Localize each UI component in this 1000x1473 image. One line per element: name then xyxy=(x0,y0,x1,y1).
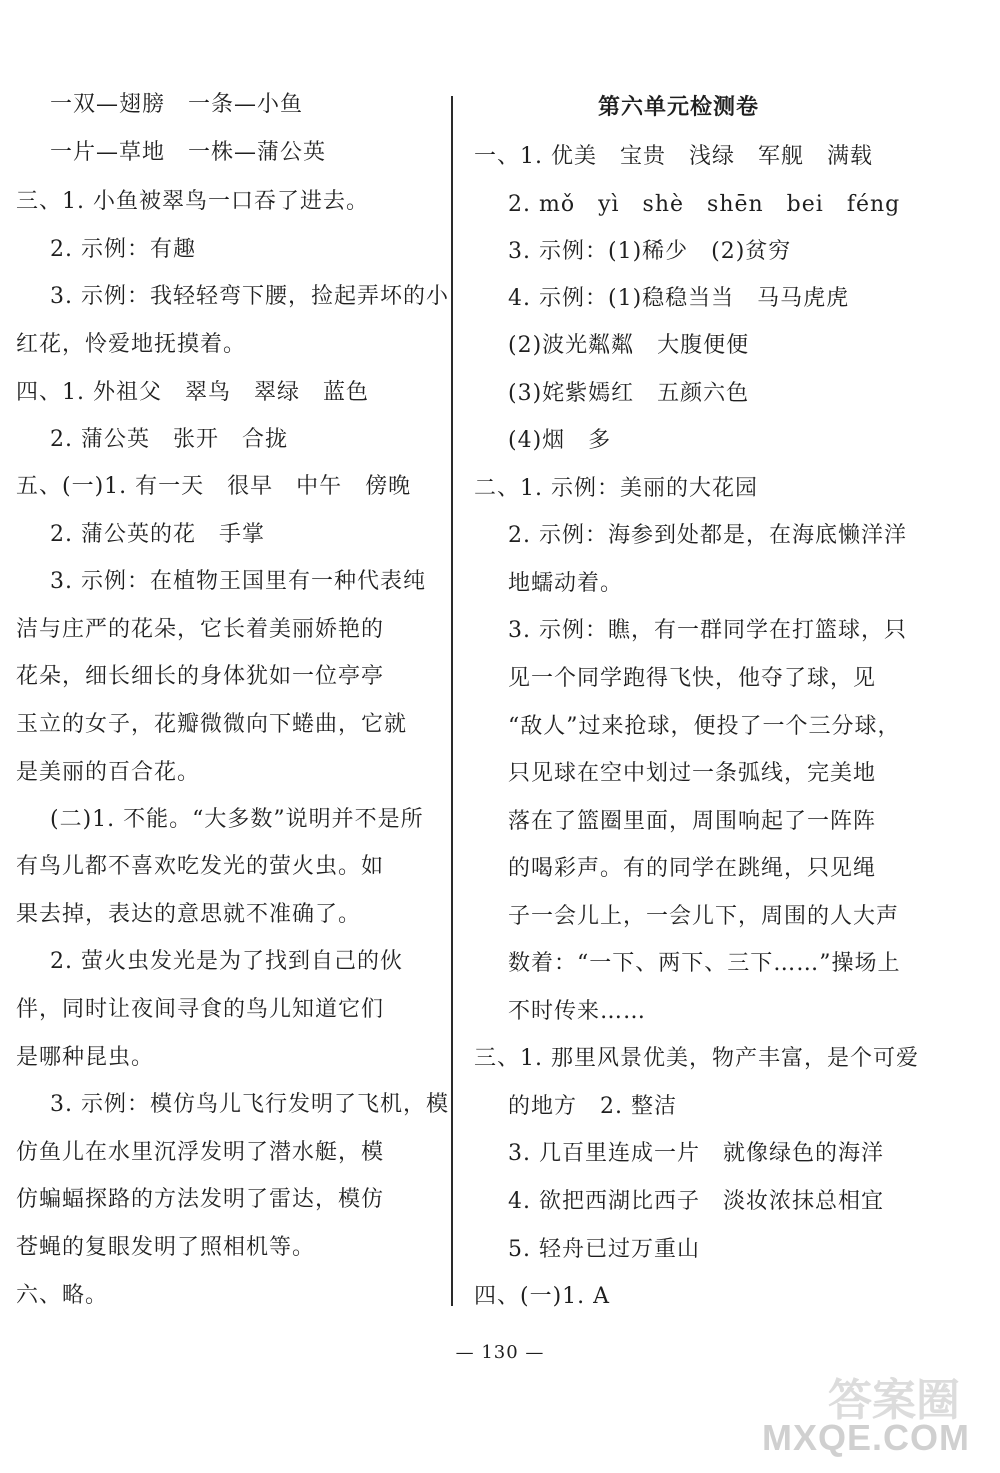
page-number: — 130 — xyxy=(455,1342,545,1363)
left-line: 五、(一)1. 有一天 很早 中午 傍晚 xyxy=(16,474,412,499)
left-line: 2. 蒲公英的花 手掌 xyxy=(50,522,265,547)
right-line: (2)波光粼粼 大腹便便 xyxy=(508,333,750,358)
left-line: 有鸟儿都不喜欢吃发光的萤火虫。如 xyxy=(16,854,385,879)
right-line: 3. 几百里连成一片 就像绿色的海洋 xyxy=(508,1141,884,1166)
right-line: 4. 欲把西湖比西子 淡妆浓抹总相宜 xyxy=(508,1189,884,1214)
right-line: 数着：“一下、两下、三下……”操场上 xyxy=(508,951,901,976)
left-line: 2. 萤火虫发光是为了找到自己的伙 xyxy=(50,949,403,974)
right-line: 的喝彩声。有的同学在跳绳，只见绳 xyxy=(508,856,877,881)
right-line: 地蠕动着。 xyxy=(508,571,624,596)
left-line: 玉立的女子，花瓣微微向下蜷曲，它就 xyxy=(16,712,408,737)
right-line: 3. 示例：(1)稀少 (2)贫穷 xyxy=(508,239,792,264)
right-line: 一、1. 优美 宝贵 浅绿 军舰 满载 xyxy=(474,144,873,169)
right-line: 4. 示例：(1)稳稳当当 马马虎虎 xyxy=(508,286,850,311)
right-line: 的地方 2. 整洁 xyxy=(508,1094,677,1119)
right-line: 5. 轻舟已过万重山 xyxy=(508,1237,700,1262)
left-line: 是哪种昆虫。 xyxy=(16,1045,155,1070)
left-line: 花朵，细长细长的身体犹如一位亭亭 xyxy=(16,664,385,689)
watermark-logo xyxy=(761,1364,970,1459)
left-line: 六、略。 xyxy=(16,1283,109,1308)
section-title: 第六单元检测卷 xyxy=(598,94,760,120)
right-line: 不时传来…… xyxy=(508,999,647,1024)
left-line: 3. 示例：在植物王国里有一种代表纯 xyxy=(50,569,426,594)
left-line: 洁与庄严的花朵，它长着美丽娇艳的 xyxy=(16,617,385,642)
right-line: 见一个同学跑得飞快，他夺了球，见 xyxy=(508,666,877,691)
right-line: “敌人”过来抢球，便投了一个三分球， xyxy=(508,714,901,739)
right-line: 落在了篮圈里面，周围响起了一阵阵 xyxy=(508,809,877,834)
left-line: 3. 示例：模仿鸟儿飞行发明了飞机，模 xyxy=(50,1092,449,1117)
right-line: 3. 示例：瞧，有一群同学在打篮球，只 xyxy=(508,618,907,643)
right-line: (3)姹紫嫣红 五颜六色 xyxy=(508,381,750,406)
right-line: 只见球在空中划过一条弧线，完美地 xyxy=(508,761,877,786)
left-line: (二)1. 不能。“大多数”说明并不是所 xyxy=(50,807,424,832)
left-line: 伴，同时让夜间寻食的鸟儿知道它们 xyxy=(16,997,385,1022)
left-line: 果去掉，表达的意思就不准确了。 xyxy=(16,902,362,927)
left-line: 三、1. 小鱼被翠鸟一口吞了进去。 xyxy=(16,189,369,214)
left-line: 3. 示例：我轻轻弯下腰，捡起弄坏的小 xyxy=(50,284,449,309)
left-line: 苍蝇的复眼发明了照相机等。 xyxy=(16,1235,316,1260)
left-line: 仿蝙蝠探路的方法发明了雷达，模仿 xyxy=(16,1187,385,1212)
right-line: 三、1. 那里风景优美，物产丰富，是个可爱 xyxy=(474,1046,919,1071)
right-line: 二、1. 示例：美丽的大花园 xyxy=(474,476,758,501)
column-divider xyxy=(451,96,453,1306)
right-line: (4)烟 多 xyxy=(508,428,612,453)
left-line: 四、1. 外祖父 翠鸟 翠绿 蓝色 xyxy=(16,380,369,405)
left-line: 一双—翅膀 一条—小鱼 xyxy=(50,92,304,117)
right-line: 2. mǒ yì shè shēn bei féng xyxy=(508,192,901,217)
left-line: 一片—草地 一株—蒲公英 xyxy=(50,140,327,165)
watermark-title: 答案圈 xyxy=(828,1376,960,1425)
left-line: 2. 蒲公英 张开 合拢 xyxy=(50,427,288,452)
left-line: 2. 示例：有趣 xyxy=(50,237,196,262)
left-line: 红花，怜爱地抚摸着。 xyxy=(16,332,247,357)
right-line: 子一会儿上，一会儿下，周围的人大声 xyxy=(508,904,900,929)
right-line: 四、(一)1. A xyxy=(474,1284,611,1309)
right-line: 2. 示例：海参到处都是，在海底懒洋洋 xyxy=(508,523,907,548)
left-line: 是美丽的百合花。 xyxy=(16,760,201,785)
left-line: 仿鱼儿在水里沉浮发明了潜水艇，模 xyxy=(16,1140,385,1165)
watermark-url: MXQE.COM xyxy=(761,1417,970,1458)
